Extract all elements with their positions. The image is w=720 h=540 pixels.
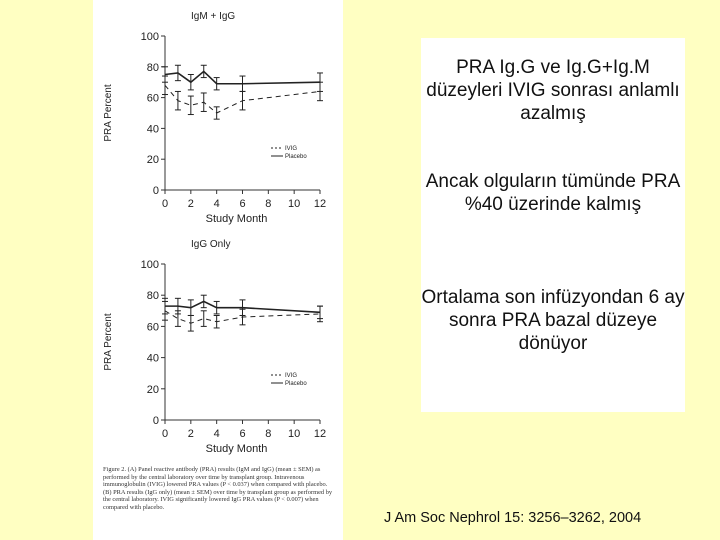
chart2-y-tick-label: 60: [146, 321, 159, 334]
chart1-x-tick-label: 2: [187, 198, 194, 210]
chart1-series-placebo-point: [201, 65, 207, 77]
chart2-legend-ivig-label: IVIG: [285, 373, 298, 379]
chart2-x-tick-label: 6: [239, 428, 246, 440]
chart1-x-tick-label: 10: [288, 198, 301, 210]
figure-svg: [93, 0, 343, 540]
chart2-y-tick-label: 0: [152, 415, 159, 427]
chart2-x-tick-label: 12: [313, 428, 327, 440]
slide-paragraph-2: Ancak olguların tümünde PRA %40 üzerinde kalmış: [425, 171, 681, 215]
chart2-x-tick-label: 10: [288, 428, 301, 440]
chart1-series-ivig-point: [214, 107, 220, 119]
chart1-x-tick-label: 6: [239, 198, 246, 210]
chart1-x-axis-label: Study Month: [205, 213, 268, 225]
slide-paragraph-3: Ortalama son infüzyondan 6 ay sonra PRA bazal düzeye dönüyor: [421, 287, 685, 354]
citation: J Am Soc Nephrol 15: 3256–3262, 2004: [384, 510, 642, 526]
figure-caption: Figure 2. (A) Panel reactive antibody (PRA) results (IgM and IgG) (mean ± SEM) as performed by the central laboratory over time by transplant group. Intravenous immunoglobulin (IVIG) lowered PRA values (P < 0.037) when compared with placebo. (B) PRA results (IgG only) (mean ± SEM) over time by transplant group as performed by the central laboratory. IVIG significantly lowered IgG PRA values (P < 0.007) when compared with placebo.: [103, 466, 333, 511]
chart2-series-ivig-point: [201, 311, 207, 327]
chart1-series-ivig-point: [175, 91, 181, 109]
chart1-y-tick-label: 0: [152, 185, 159, 197]
chart1-x-tick-label: 4: [213, 198, 220, 210]
slide-text-box: [421, 38, 685, 412]
chart2-legend-placebo-label: Placebo: [285, 381, 307, 387]
chart1-x-tick-label: 12: [313, 198, 327, 210]
chart2-y-tick-label: 40: [146, 352, 159, 365]
chart1-y-tick-label: 100: [140, 31, 159, 43]
chart1-y-tick-label: 80: [146, 61, 159, 74]
chart1-series-ivig-point: [188, 96, 194, 114]
chart1-series-placebo-point: [188, 75, 194, 90]
chart2-series-placebo-point: [201, 295, 207, 307]
chart2-title: IgG Only: [191, 239, 231, 250]
chart2-y-tick-label: 80: [146, 290, 159, 303]
chart1-legend-ivig-label: IVIG: [285, 146, 298, 152]
chart1-y-tick-label: 20: [146, 154, 159, 167]
chart1-x-tick-label: 0: [161, 198, 169, 210]
chart2-x-tick-label: 0: [161, 428, 169, 440]
chart1-title: IgM + IgG: [191, 11, 236, 22]
figure-panel: [93, 0, 343, 540]
slide-paragraph-1: PRA Ig.G ve Ig.G+Ig.M düzeyleri IVIG sonrası anlamlı azalmış: [426, 57, 680, 124]
chart2-y-tick-label: 20: [146, 383, 159, 396]
chart1-x-tick-label: 8: [265, 198, 272, 210]
chart2-x-tick-label: 4: [213, 428, 220, 440]
chart2-x-tick-label: 2: [187, 428, 194, 440]
chart2-series-ivig-point: [188, 315, 194, 331]
chart1-y-tick-label: 60: [146, 92, 159, 105]
chart2-y-tick-label: 100: [140, 259, 159, 271]
chart1-y-tick-label: 40: [146, 123, 159, 136]
chart2-x-axis-label: Study Month: [205, 443, 268, 455]
chart1-legend-placebo-label: Placebo: [285, 154, 307, 160]
chart2-x-tick-label: 8: [265, 428, 272, 440]
chart2-y-axis-label: PRA Percent: [103, 313, 114, 371]
chart1-y-axis-label: PRA Percent: [103, 84, 114, 142]
